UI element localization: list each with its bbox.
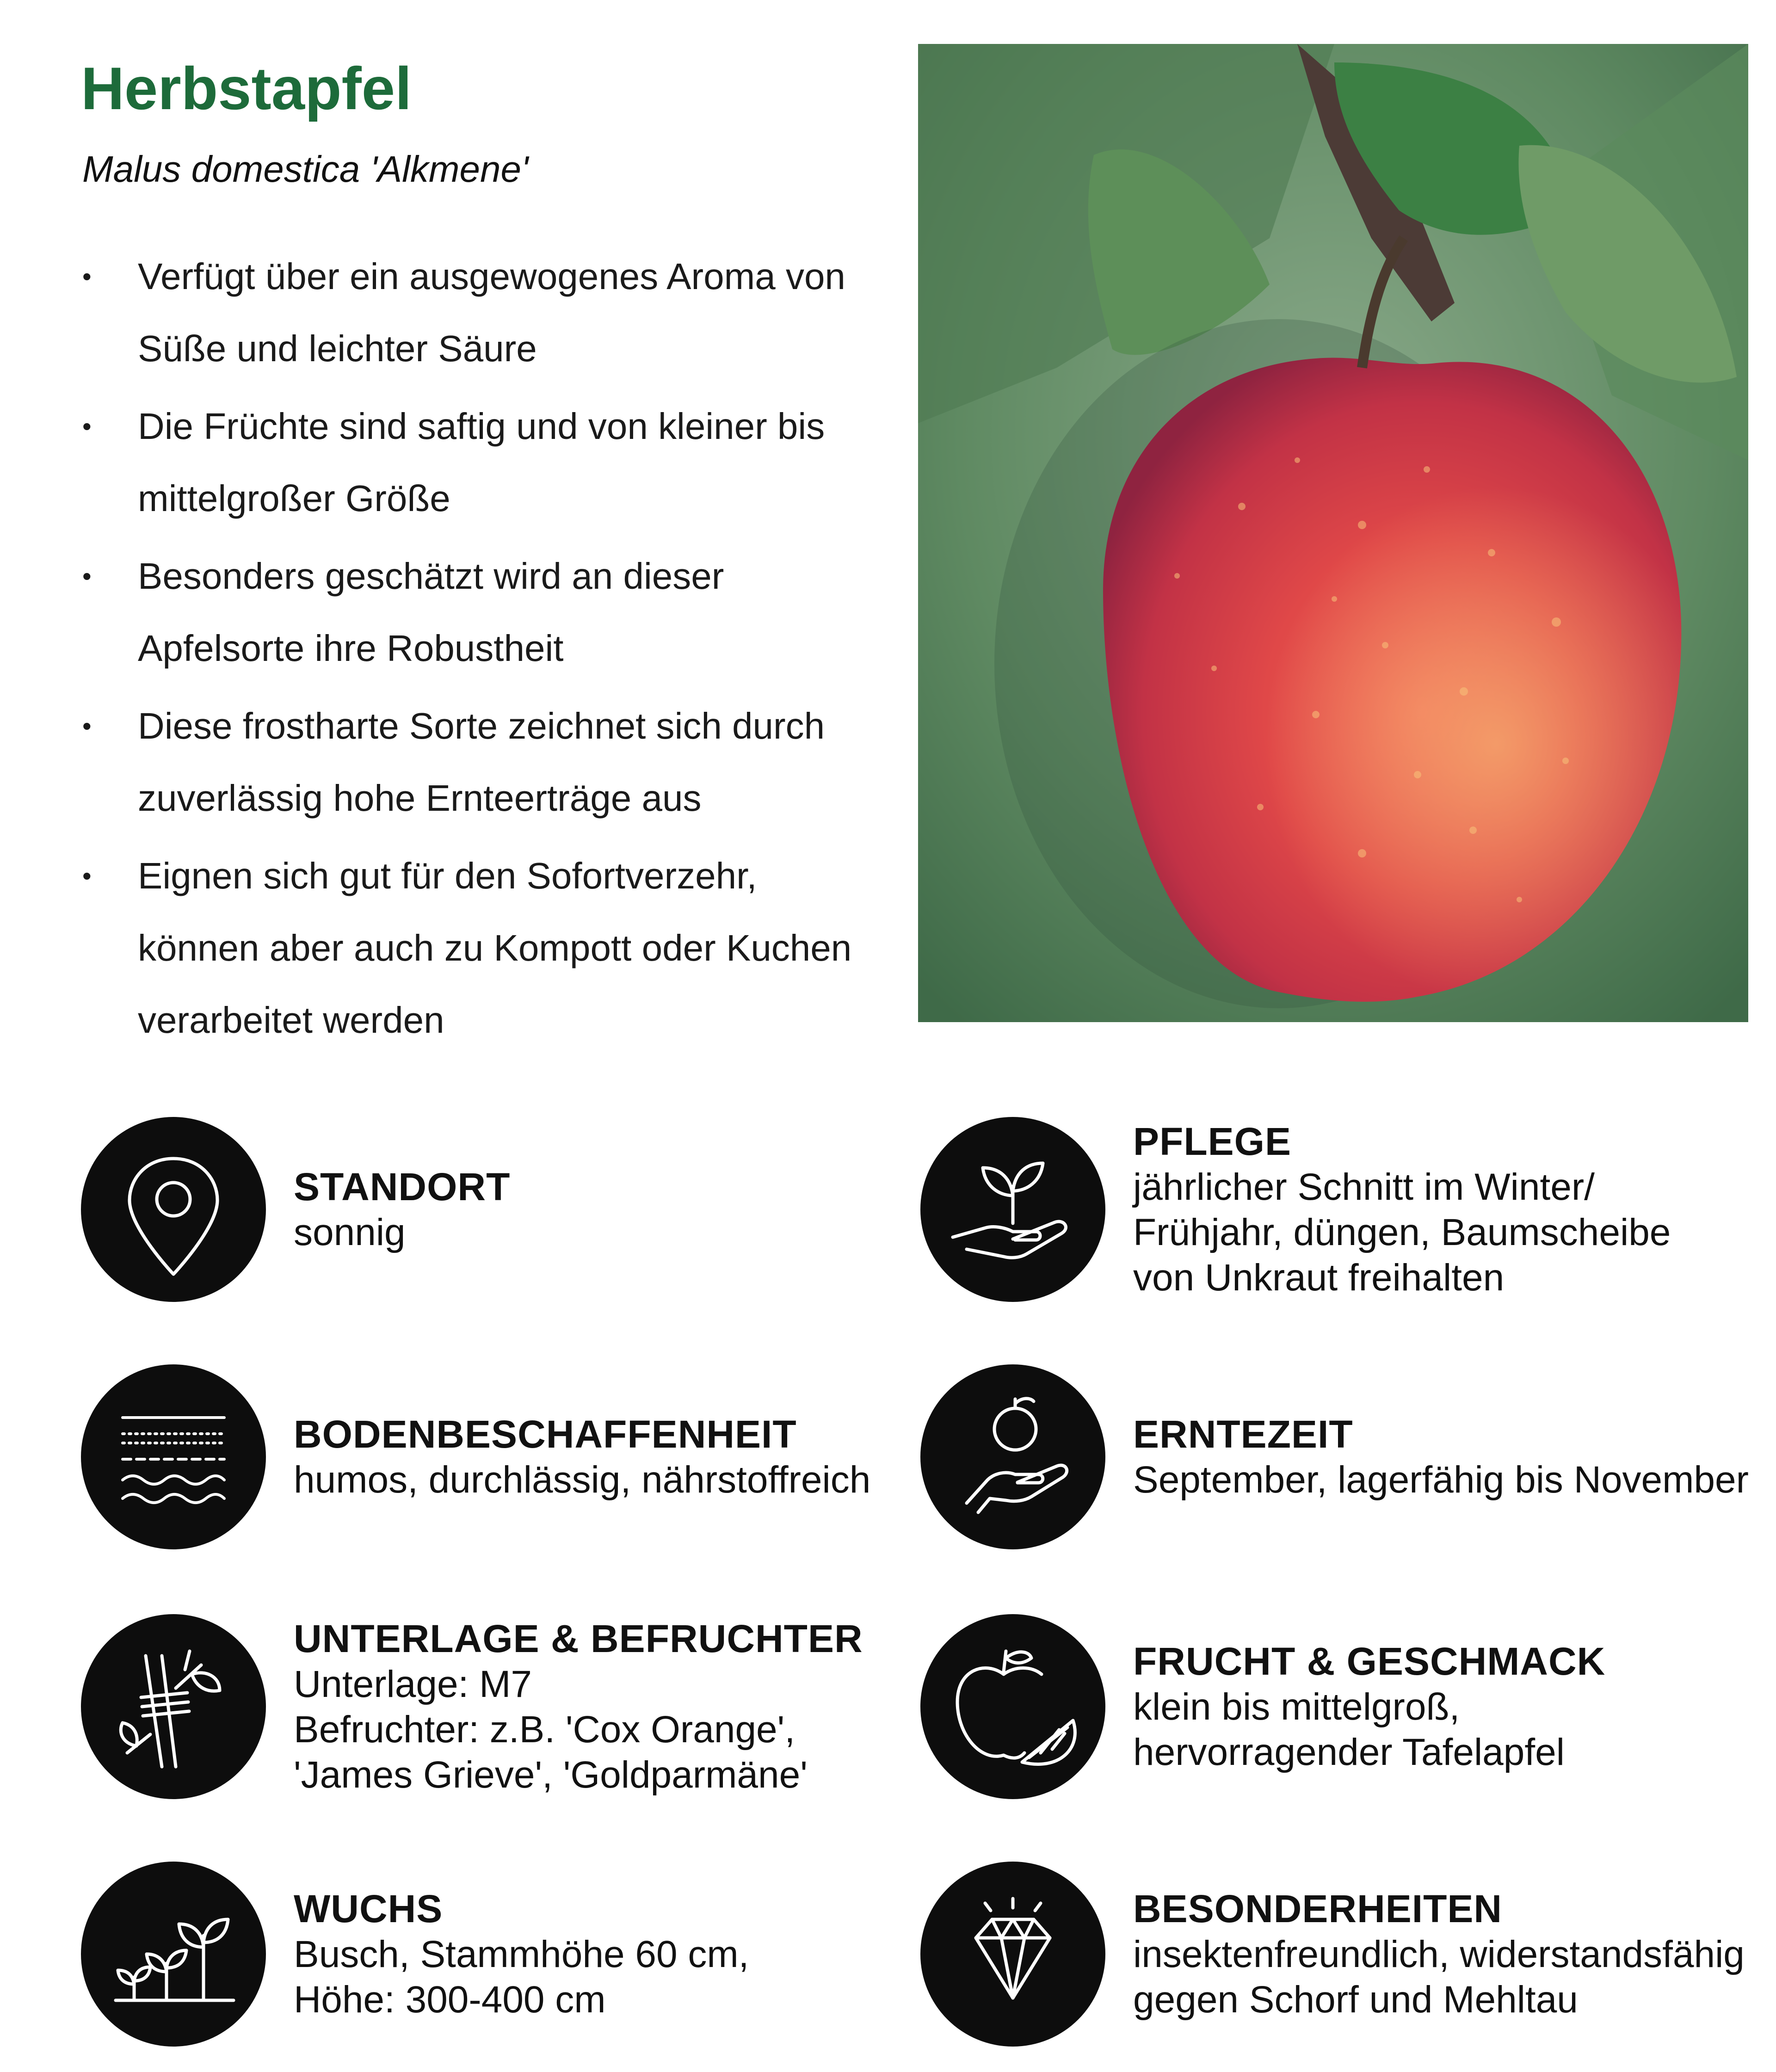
besonderheiten-value: insektenfreundlich, widerstandsfähig gegen Schorf und Mehltau xyxy=(1133,1933,1745,2021)
apple-illustration xyxy=(918,44,1748,1022)
erntezeit-value: September, lagerfähig bis November xyxy=(1133,1459,1749,1501)
unterlage-heading: UNTERLAGE & BEFRUCHTER xyxy=(294,1617,863,1660)
pflege-heading: PFLEGE xyxy=(1133,1120,1292,1163)
pflege-value: jährlicher Schnitt im Winter/ Frühjahr, düngen, Baumscheibe von Unkraut freihalten xyxy=(1133,1166,1671,1299)
wuchs-heading: WUCHS xyxy=(294,1887,443,1930)
frucht-value: klein bis mittelgroß, hervorragender Tafelapfel xyxy=(1133,1686,1565,1773)
apple-orange-icon xyxy=(920,1614,1105,1799)
besonderheiten-heading: BESONDERHEITEN xyxy=(1133,1887,1503,1930)
boden-heading: BODENBESCHAFFENHEIT xyxy=(294,1412,797,1456)
apple-photo xyxy=(918,44,1748,1022)
plant-in-hand-icon xyxy=(920,1117,1105,1302)
location-pin-icon xyxy=(81,1117,266,1302)
info-wuchs xyxy=(81,1862,923,2047)
wuchs-value: Busch, Stammhöhe 60 cm, Höhe: 300-400 cm xyxy=(294,1933,749,2021)
grafting-branch-icon xyxy=(81,1614,266,1799)
info-frucht xyxy=(920,1614,1762,1799)
feature-item: • Eignen sich gut für den Sofortverzehr, können aber auch zu Kompott oder Kuchen verarbeitet werden xyxy=(79,840,883,1056)
seedlings-icon xyxy=(81,1862,266,2047)
feature-item: • Verfügt über ein ausgewogenes Aroma von Süße und leichter Säure xyxy=(79,240,883,385)
boden-value: humos, durchlässig, nährstoffreich xyxy=(294,1459,871,1501)
standort-value: sonnig xyxy=(294,1211,406,1253)
harvest-hand-icon xyxy=(920,1364,1105,1549)
feature-list xyxy=(79,240,883,1062)
erntezeit-heading: ERNTEZEIT xyxy=(1133,1412,1353,1456)
standort-heading: STANDORT xyxy=(294,1165,511,1209)
info-pflege xyxy=(920,1117,1762,1302)
diamond-icon xyxy=(920,1862,1105,2047)
feature-item: • Diese frostharte Sorte zeichnet sich durch zuverlässig hohe Ernteerträge aus xyxy=(79,690,883,834)
feature-item: • Besonders geschätzt wird an dieser Apfelsorte ihre Robustheit xyxy=(79,540,883,684)
feature-item: • Die Früchte sind saftig und von kleiner bis mittelgroßer Größe xyxy=(79,390,883,535)
botanical-name: Malus domestica 'Alkmene' xyxy=(82,148,529,190)
unterlage-value: Unterlage: M7 Befruchter: z.B. 'Cox Orange', 'James Grieve', 'Goldparmäne' xyxy=(294,1663,808,1796)
info-erntezeit xyxy=(920,1364,1762,1549)
soil-layers-icon xyxy=(81,1364,266,1549)
info-boden xyxy=(81,1364,923,1549)
info-besonderheiten xyxy=(920,1862,1762,2047)
info-standort xyxy=(81,1117,923,1302)
frucht-heading: FRUCHT & GESCHMACK xyxy=(1133,1640,1606,1683)
info-unterlage xyxy=(81,1614,923,1799)
product-title: Herbstapfel xyxy=(81,55,412,122)
